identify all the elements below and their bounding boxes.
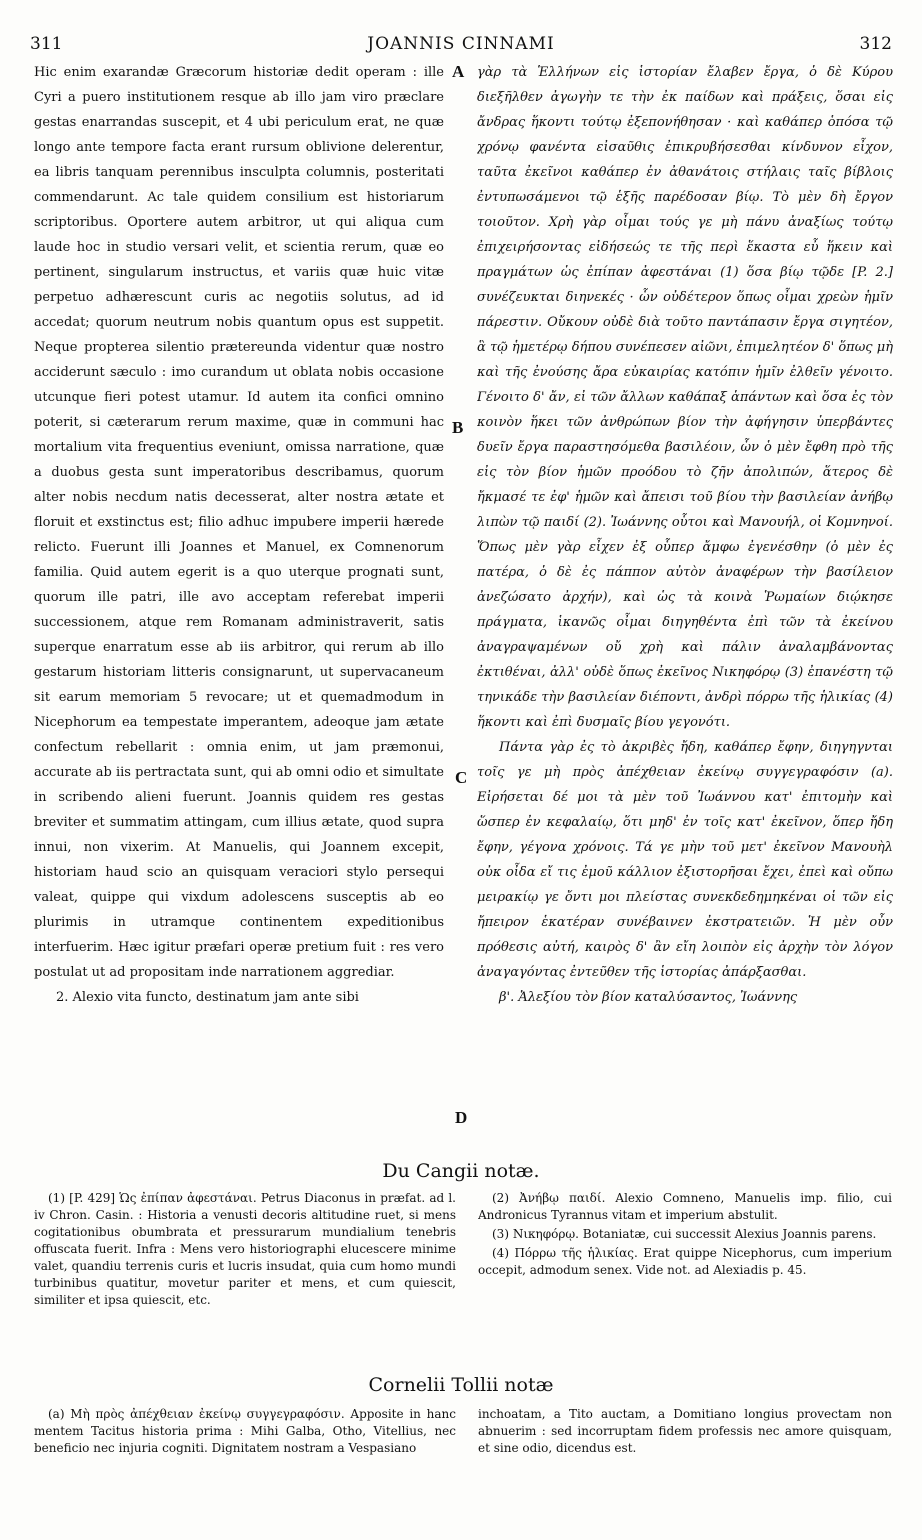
du-cange-notes-left [34,1190,456,1358]
notes-heading-du-cange: Du Cangii notæ. [382,1160,540,1182]
margin-letter-a: A [452,62,465,81]
tollius-notes-right [478,1406,892,1486]
running-head [30,30,892,58]
latin-paragraph: Hic enim exarandæ Græcorum historiæ dedit operam : ille Cyri a puero institutionem resque ab illo jam viro præclare gestas enarrandas suscepit, et 4 ubi periculum erat, ne quæ longo ante tempore facta erant rursum oblivione delerentur, ea libris tanquam perennibus insculpta columnis, posteritati commendarunt. Ac tale quidem consilium est historiarum scriptoribus. Oportere autem arbitror, ut qui aliqua cum laude hoc in studio versari velit, et scientia rerum, quæ eo pertinent, singularum instructus, et variis quæ huic vitæ perpetuo adhærescunt curis ac negotiis solutus, ad id accedat; quorum neutrum nobis quantum opus est suppetit. Neque propterea silentio prætereunda videntur quæ nostro acciderunt sæculo : imo curandum ut oblata nobis occasione utcunque fieri potest utamur. Id autem ita confici omnino poterit, si cæterarum rerum maxime, quæ in communi hac mortalium vita frequentius eveniunt, omissa narratione, quæ a duobus gesta sunt imperatoribus describamus, quorum alter nobis necdum natis decesserat, alter nostra ætate et floruit et exstinctus est; filio adhuc impubere imperii hærede relicto. Fuerunt illi Joannes et Manuel, ex Comnenorum familia. Quid autem egerit is a quo uterque prognati sunt, quorum ille patri, ille avo acceptam referebat imperii successionem, atque rem Romanam administraverit, satis superque enarratum esse ab iis arbitror, qui rerum ab illo gestarum historiam litteris consignarunt, ut supervacaneum sit earum memoriam 5 revocare; ut et quemadmodum in Nicephorum ea tempestate imperantem, adeoque jam ætate confectum rebellarit : omnia enim, ut jam præmonui, accurate ab iis pertractata sunt, qui ab omni odio et simultate in scribendo alieni fuerunt. Joannis quidem res gestas breviter et summatim attingam, cum illius ætate, quod supra innui, non vixerim. At Manuelis, qui Joannem excepit, historiam haud scio an quisquam veraciori stylo persequi valeat, quippe qui vixdum adolescens susceptis ab eo plurimis in utramque continentem expeditionibus interfuerim. Hæc igitur præfari operæ pretium fuit : res vero postulat ut ad propositam inde narrationem aggrediar. [34,65,444,980]
page-number-right: 312 [859,34,892,54]
latin-section-2: 2. Alexio vita functo, destinatum jam ante sibi [56,990,359,1005]
latin-column [34,60,444,1150]
note-3: (3) Νικηφόρῳ. Botaniatæ, cui successit Alexius Joannis parens. [492,1227,877,1241]
running-title: JOANNIS CINNAMI [367,34,555,54]
greek-paragraph-1: γὰρ τὰ Ἑλλήνων εἰς ἱστορίαν ἔλαβεν ἔργα, ὁ δὲ Κύρου διεξῆλθεν ἀγωγὴν τε τὴν ἐκ παίδων καὶ πράξεις, ὅσαι εἰς ἄνδρας ἥκοντι τούτῳ ἐξεπονήθησαν · καὶ καθάπερ ὁπόσα τῷ χρόνῳ φανέντα εἰσαῦθις ἐπικρυβήσεσθαι κίνδυνον εἶχον, ταῦτα ἐκεῖνοι καθάπερ ἐν ἀθανάτοις στήλαις ταῖς βίβλοις ἐντυπωσάμενοι τῷ ἑξῆς παρέδοσαν βίῳ. Τὸ μὲν δὴ ἔργον τοιοῦτον. Χρὴ γὰρ οἶμαι τούς γε μὴ πάνυ ἀναξίως τούτῳ ἐπιχειρήσοντας εἰδήσεώς τε τῆς περὶ ἕκαστα εὖ ἥκειν καὶ πραγμάτων ὡς ἐπίπαν ἀφεστάναι (1) ὅσα βίῳ τῷδε [P. 2.] συνέζευκται διηνεκές · ὧν οὐδέτερον ὅπως οἶμαι χρεὼν ἡμῖν πάρεστιν. Οὔκουν οὐδὲ διὰ τοῦτο παντάπασιν ἔργα σιγητέον, ἃ τῷ ἡμετέρῳ δήπου συνέπεσεν αἰῶνι, ἐπιμελητέον δ' ὅπως μὴ καὶ τῆς ἐνούσης ἄρα εὐκαιρίας κατόπιν ἡμῖν ἐλθεῖν γένοιτο. Γένοιτο δ' ἄν, εἰ τῶν ἄλλων καθάπαξ ἁπάντων καὶ ὅσα ἐς τὸν κοινὸν ἥκει τῶν ἀνθρώπων βίον τὴν ἀφήγησιν ὑπερβάντες δυεῖν ἔργα παραστησόμεθα βασιλέοιν, ὧν ὁ μὲν ἔφθη πρὸ τῆς εἰς τὸν βίον ἡμῶν προόδου τὸ ζῆν ἀπολιπών, ἅτερος δὲ ἤκμασέ τε ἐφ' ἡμῶν καὶ ἄπεισι τοῦ βίου τὴν βασιλείαν ἀνήβῳ λιπὼν τῷ παιδί (2). Ἰωάννης οὗτοι καὶ Μανουήλ, οἱ Κομνηνοί. Ὅπως μὲν γὰρ εἶχεν ἐξ οὗπερ ἄμφω ἐγενέσθην (ὁ μὲν ἐς πατέρα, ὁ δὲ ἐς πάππον αὐτὸν ἀναφέρων τὴν βασίλειον ἀνεζώσατο ἀρχήν), καὶ ὡς τὰ κοινὰ Ῥωμαίων διῴκησε πράγματα, ἱκανῶς οἶμαι διηγηθέντα ἐπὶ τῶν τὰ ἐκείνου ἀναγραψαμένων οὔ χρὴ καὶ πάλιν ἀναλαμβάνοντας ἐκτιθέναι, ἀλλ' οὐδὲ ὅπως ἐκεῖνος Νικηφόρῳ (3) ἐπανέστη τῷ τηνικάδε τὴν βασιλείαν διέποντι, ἀνδρὶ πόρρω τῆς ἡλικίας (4) ἥκοντι καὶ ἐπὶ δυσμαῖς βίου γεγονότι. [477,65,893,730]
note-1: (1) [P. 429] Ὡς ἐπίπαν ἀφεστάναι. Petrus Diaconus in præfat. ad l. iv Chron. Casin. : Historia a venusti decoris altitudine ruet, si mens cogitationibus obumbrata et pressurarum mundialium tenebris offuscata fuerit. Infra : Mens vero historiographi elucescere minime valet, quandiu terrenis curis et lucris insudat, quia cum homo mundi turbinibus quatitur, movetur pariter et mens, et cum quiescit, similiter et ipsa quiescit, etc. [34,1191,456,1307]
note-2: (2) Ἀνήβῳ παιδί. Alexio Comneno, Manuelis imp. filio, cui Andronicus Tyrannus vitam et imperium abstulit. [478,1191,892,1222]
note-a: (a) Μὴ πρὸς ἀπέχθειαν ἐκείνῳ συγγεγραφόσιν. Apposite in hanc mentem Tacitus historia prima : Mihi Galba, Otho, Vitellius, nec beneficio nec injuria cogniti. Dignitatem nostram a Vespasiano [34,1407,456,1455]
note-4: (4) Πόρρω τῆς ἡλικίας. Erat quippe Nicephorus, cum imperium occepit, admodum senex. Vide not. ad Alexiadis p. 45. [478,1246,892,1277]
notes-heading-tollius: Cornelii Tollii notæ [368,1374,554,1396]
margin-letter-c: C [455,768,468,787]
page-number-left: 311 [30,34,63,54]
margin-letter-d: D [455,1108,468,1127]
du-cange-notes-right [478,1190,892,1358]
greek-section-2: β'. Ἀλεξίου τὸν βίον καταλύσαντος, Ἰωάννης [499,990,798,1005]
tollius-notes-left [34,1406,456,1486]
greek-paragraph-2: Πάντα γὰρ ἐς τὸ ἀκριβὲς ἤδη, καθάπερ ἔφην, διηγηγνται τοῖς γε μὴ πρὸς ἀπέχθειαν ἐκείνῳ συγγεγραφόσιν (a). Εἰρήσεται δέ μοι τὰ μὲν τοῦ Ἰωάννου κατ' ἐπιτομὴν καὶ ὥσπερ ἐν κεφαλαίῳ, ὅτι μηδ' ἐν τοῖς κατ' ἐκεῖνον, ὅπερ ἤδη ἔφην, γέγονα χρόνοις. Τά γε μὴν τοῦ μετ' ἐκεῖνον Μανουὴλ οὐκ οἶδα εἴ τις ἐμοῦ κάλλιον ἐξιστορῆσαι ἔχει, ἐπεὶ καὶ οὔπω μειρακίῳ γε ὄντι μοι πλείστας συνεκδεδημηκέναι οἱ τῶν εἰς ἤπειρον ἑκατέραν συνέβαινεν ἐκστρατειῶν. Ἡ μὲν οὖν πρόθεσις αὐτή, καιρὸς δ' ἂν εἴη λοιπὸν εἰς ἀρχὴν τὸν λόγον ἀναγαγόντας ἐντεῦθεν τῆς ἱστορίας ἀπάρξασθαι. [477,740,893,980]
note-a-continued: inchoatam, a Tito auctam, a Domitiano longius provectam non abnuerim : sed incorruptam fidem professis nec amore quisquam, et sine odio, dicendus est. [478,1407,892,1455]
greek-column [477,60,893,1150]
margin-letter-b: B [452,418,464,437]
